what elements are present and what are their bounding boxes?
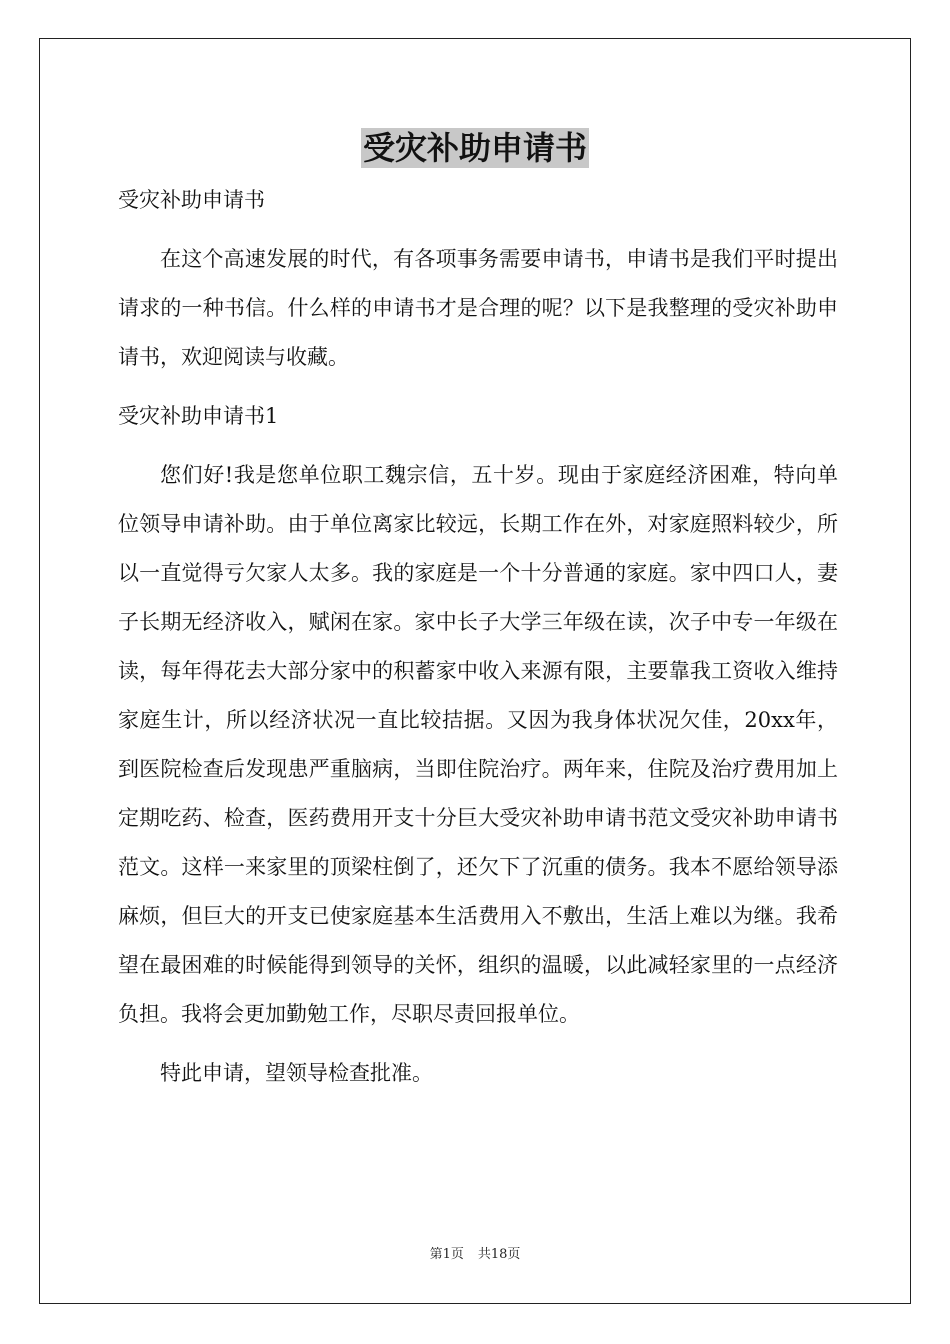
closing-paragraph: 特此申请，望领导检查批准。 (160, 1061, 433, 1085)
document-title-text: 受灾补助申请书 (362, 129, 587, 167)
page-footer (0, 1246, 950, 1264)
page-number: 第1页 (429, 1247, 464, 1262)
page-total: 共18页 (477, 1247, 521, 1262)
document-body (118, 176, 838, 1098)
document-subtitle: 受灾补助申请书 (118, 188, 265, 212)
section-heading: 受灾补助申请书1 (118, 404, 279, 428)
intro-paragraph: 在这个高速发展的时代，有各项事务需要申请书，申请书是我们平时提出请求的一种书信。什么样的申请书才是合理的呢？以下是我整理的受灾补助申请书，欢迎阅读与收藏。 (118, 247, 838, 369)
document-title (0, 128, 950, 168)
body-paragraph: 您们好!我是您单位职工魏宗信，五十岁。现由于家庭经济困难，特向单位领导申请补助。由于单位离家比较远，长期工作在外，对家庭照料较少，所以一直觉得亏欠家人太多。我的家庭是一个十分普通的家庭。家中四口人，妻子长期无经济收入，赋闲在家。家中长子大学三年级在读，次子中专一年级在读，每年得花去大部分家中的积蓄家中收入来源有限，主要靠我工资收入维持家庭生计，所以经济状况一直比较拮据。又因为我身体状况欠佳，20xx年，到医院检查后发现患严重脑病，当即住院治疗。两年来，住院及治疗费用加上定期吃药、检查，医药费用开支十分巨大受灾补助申请书范文受灾补助申请书范文。这样一来家里的顶梁柱倒了，还欠下了沉重的债务。我本不愿给领导添麻烦，但巨大的开支已使家庭基本生活费用入不敷出，生活上难以为继。我希望在最困难的时候能得到领导的关怀，组织的温暖，以此减轻家里的一点经济负担。我将会更加勤勉工作，尽职尽责回报单位。 (118, 463, 838, 1026)
